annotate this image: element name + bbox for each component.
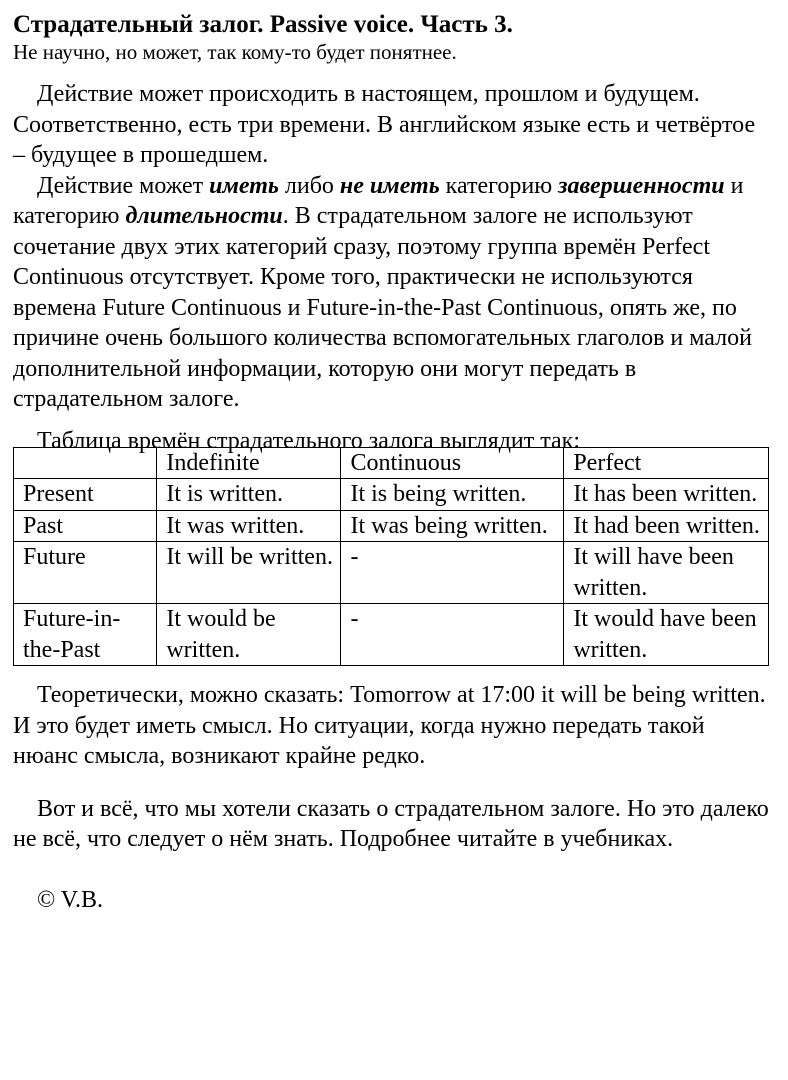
- emphasis-text: завершенности: [558, 172, 725, 199]
- table-row-label: Past: [14, 510, 157, 542]
- paragraph-text: Действие может: [37, 172, 210, 199]
- paragraph-text: . В страдательном залоге не используют сочетание двух этих категорий сразу, поэтому группа времён Perfect Continuous отсутствует. Кроме того, практически не используются времена Future Continuous и Future-in-the-Past Continuous, опять же, по причине очень большого количества вспомогательных глаголов и малой дополнительной информации, которую они могут передать в страдательном залоге.: [13, 203, 752, 412]
- table-row: [14, 604, 769, 666]
- table-row-label: Present: [14, 479, 157, 511]
- copyright-notice: © V.B.: [37, 886, 104, 913]
- table-cell: It is being written.: [341, 479, 564, 511]
- paragraph-text: и категорию: [13, 172, 744, 229]
- table-cell: It was written.: [157, 510, 341, 542]
- table-cell: It will be written.: [157, 542, 341, 604]
- table-row-label: Future-in-the-Past: [14, 604, 157, 666]
- table-row: [14, 510, 769, 542]
- emphasis-text: длительности: [125, 203, 283, 229]
- document-page: [13, 10, 773, 914]
- table-header-cell: Perfect: [564, 447, 769, 479]
- paragraph-conclusion: Вот и всё, что мы хотели сказать о страдательном залоге. Но это далеко не всё, что следует о нём знать. Подробнее читайте в учебниках.: [13, 795, 769, 852]
- emphasis-text: иметь: [209, 172, 279, 199]
- table-row: [14, 479, 769, 511]
- paragraph-text: либо: [278, 172, 340, 199]
- table-header-cell: Indefinite: [157, 447, 341, 479]
- passive-tenses-table: [13, 447, 769, 667]
- table-cell: It would have been written.: [564, 604, 769, 666]
- table-row-label: Future: [14, 542, 157, 604]
- table-cell: It has been written.: [564, 479, 769, 511]
- table-cell: -: [341, 542, 564, 604]
- table-caption: Таблица времён страдательного залога выглядит так:: [37, 427, 581, 454]
- table-header-cell: Continuous: [341, 447, 564, 479]
- table-cell: It had been written.: [564, 510, 769, 542]
- page-subtitle: Не научно, но может, так кому-то будет понятнее.: [13, 40, 457, 64]
- page-title: Страдательный залог. Passive voice. Часть 3.: [13, 11, 513, 38]
- table-row: [14, 542, 769, 604]
- emphasis-text: не иметь: [339, 172, 440, 199]
- table-cell: It is written.: [157, 479, 341, 511]
- table-cell: -: [341, 604, 564, 666]
- table-cell: It would be written.: [157, 604, 341, 666]
- table-cell: It will have been written.: [564, 542, 769, 604]
- paragraph-tenses: Действие может происходить в настоящем, прошлом и будущем. Соответственно, есть три времени. В английском языке есть и четвёртое – будущее в прошедшем.: [13, 81, 756, 168]
- paragraph-theory: Теоретически, можно сказать: Tomorrow at 17:00 it will be being written. И это будет иметь смысл. Но ситуации, когда нужно передать такой нюанс смысла, возникают крайне редко.: [13, 682, 766, 769]
- table-cell: It was being written.: [341, 510, 564, 542]
- paragraph-text: категорию: [439, 172, 559, 199]
- paragraph-categories: [13, 171, 773, 415]
